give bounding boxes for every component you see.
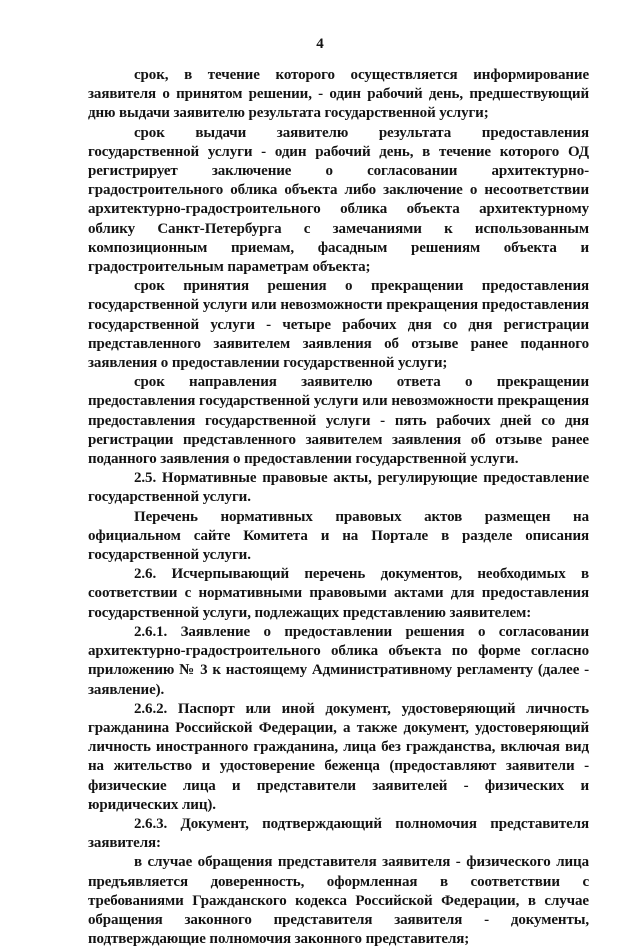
section-2-6-2: 2.6.2. Паспорт или иной документ, удостоверяющий личность гражданина Российской Федерации, а также документ, удостоверяющий личность иностранного гражданина, лица без гражданства, включая вид на жительство и удостоверение беженца (предоставляют заявители - физические лица и представители заявителей - физических и юридических лиц).	[88, 700, 589, 813]
paragraph-issue-deadline: срок выдачи заявителю результата предоставления государственной услуги - один рабочий день, в течение которого ОД регистрирует заключение о согласовании архитектурно-градостроительного облика объекта либо заключение о несоответствии архитектурно-градостроительного облика объекта архитектурному облику Санкт-Петербурга с замечаниями к использованным композиционным приемам, фасадным решениям объекта и градостроительным параметрам объекта;	[88, 124, 589, 276]
paragraph-termination-decision-deadline: срок принятия решения о прекращении предоставления государственной услуги или невозможности прекращения предоставления государственной услуги - четыре рабочих дня со дня регистрации представленного заявителем заявления об отзыве ранее поданного заявления о предоставлении государственной услуги;	[88, 278, 589, 372]
paragraph-info-deadline: срок, в течение которого осуществляется информирование заявителя о принятом решении, - один рабочий день, предшествующий дню выдачи заявителю результата государственной услуги;	[88, 67, 589, 122]
paragraph-termination-response-deadline: срок направления заявителю ответа о прекращении предоставления государственной услуги или невозможности прекращения предоставления государственной услуги - пять рабочих дней со дня регистрации представленного заявителем заявления об отзыве ранее поданного заявления о предоставлении государственной услуги.	[88, 374, 589, 468]
paragraph-legal-acts-list: Перечень нормативных правовых актов размещен на официальном сайте Комитета и на Портале в разделе описания государственной услуги.	[88, 508, 589, 564]
paragraph-representative-case: в случае обращения представителя заявителя - физического лица предъявляется доверенность, оформленная в соответствии с требованиями Гражданского кодекса Российской Федерации, в случае обращения законного представителя заявителя - документы, подтверждающие полномочия законного представителя;	[88, 854, 589, 948]
section-2-5-heading: 2.5. Нормативные правовые акты, регулирующие предоставление государственной услуги.	[88, 470, 589, 506]
page-number: 4	[316, 36, 324, 52]
section-2-6-heading: 2.6. Исчерпывающий перечень документов, необходимых в соответствии с нормативными правовыми актами для предоставления государственной услуги, подлежащих представлению заявителем:	[88, 566, 589, 621]
document-body	[88, 66, 589, 949]
section-2-6-1: 2.6.1. Заявление о предоставлении решения о согласовании архитектурно-градостроительного облика объекта по форме согласно приложению № 3 к настоящему Административному регламенту (далее - заявление).	[88, 623, 589, 698]
section-2-6-3: 2.6.3. Документ, подтверждающий полномочия представителя заявителя:	[88, 815, 589, 852]
